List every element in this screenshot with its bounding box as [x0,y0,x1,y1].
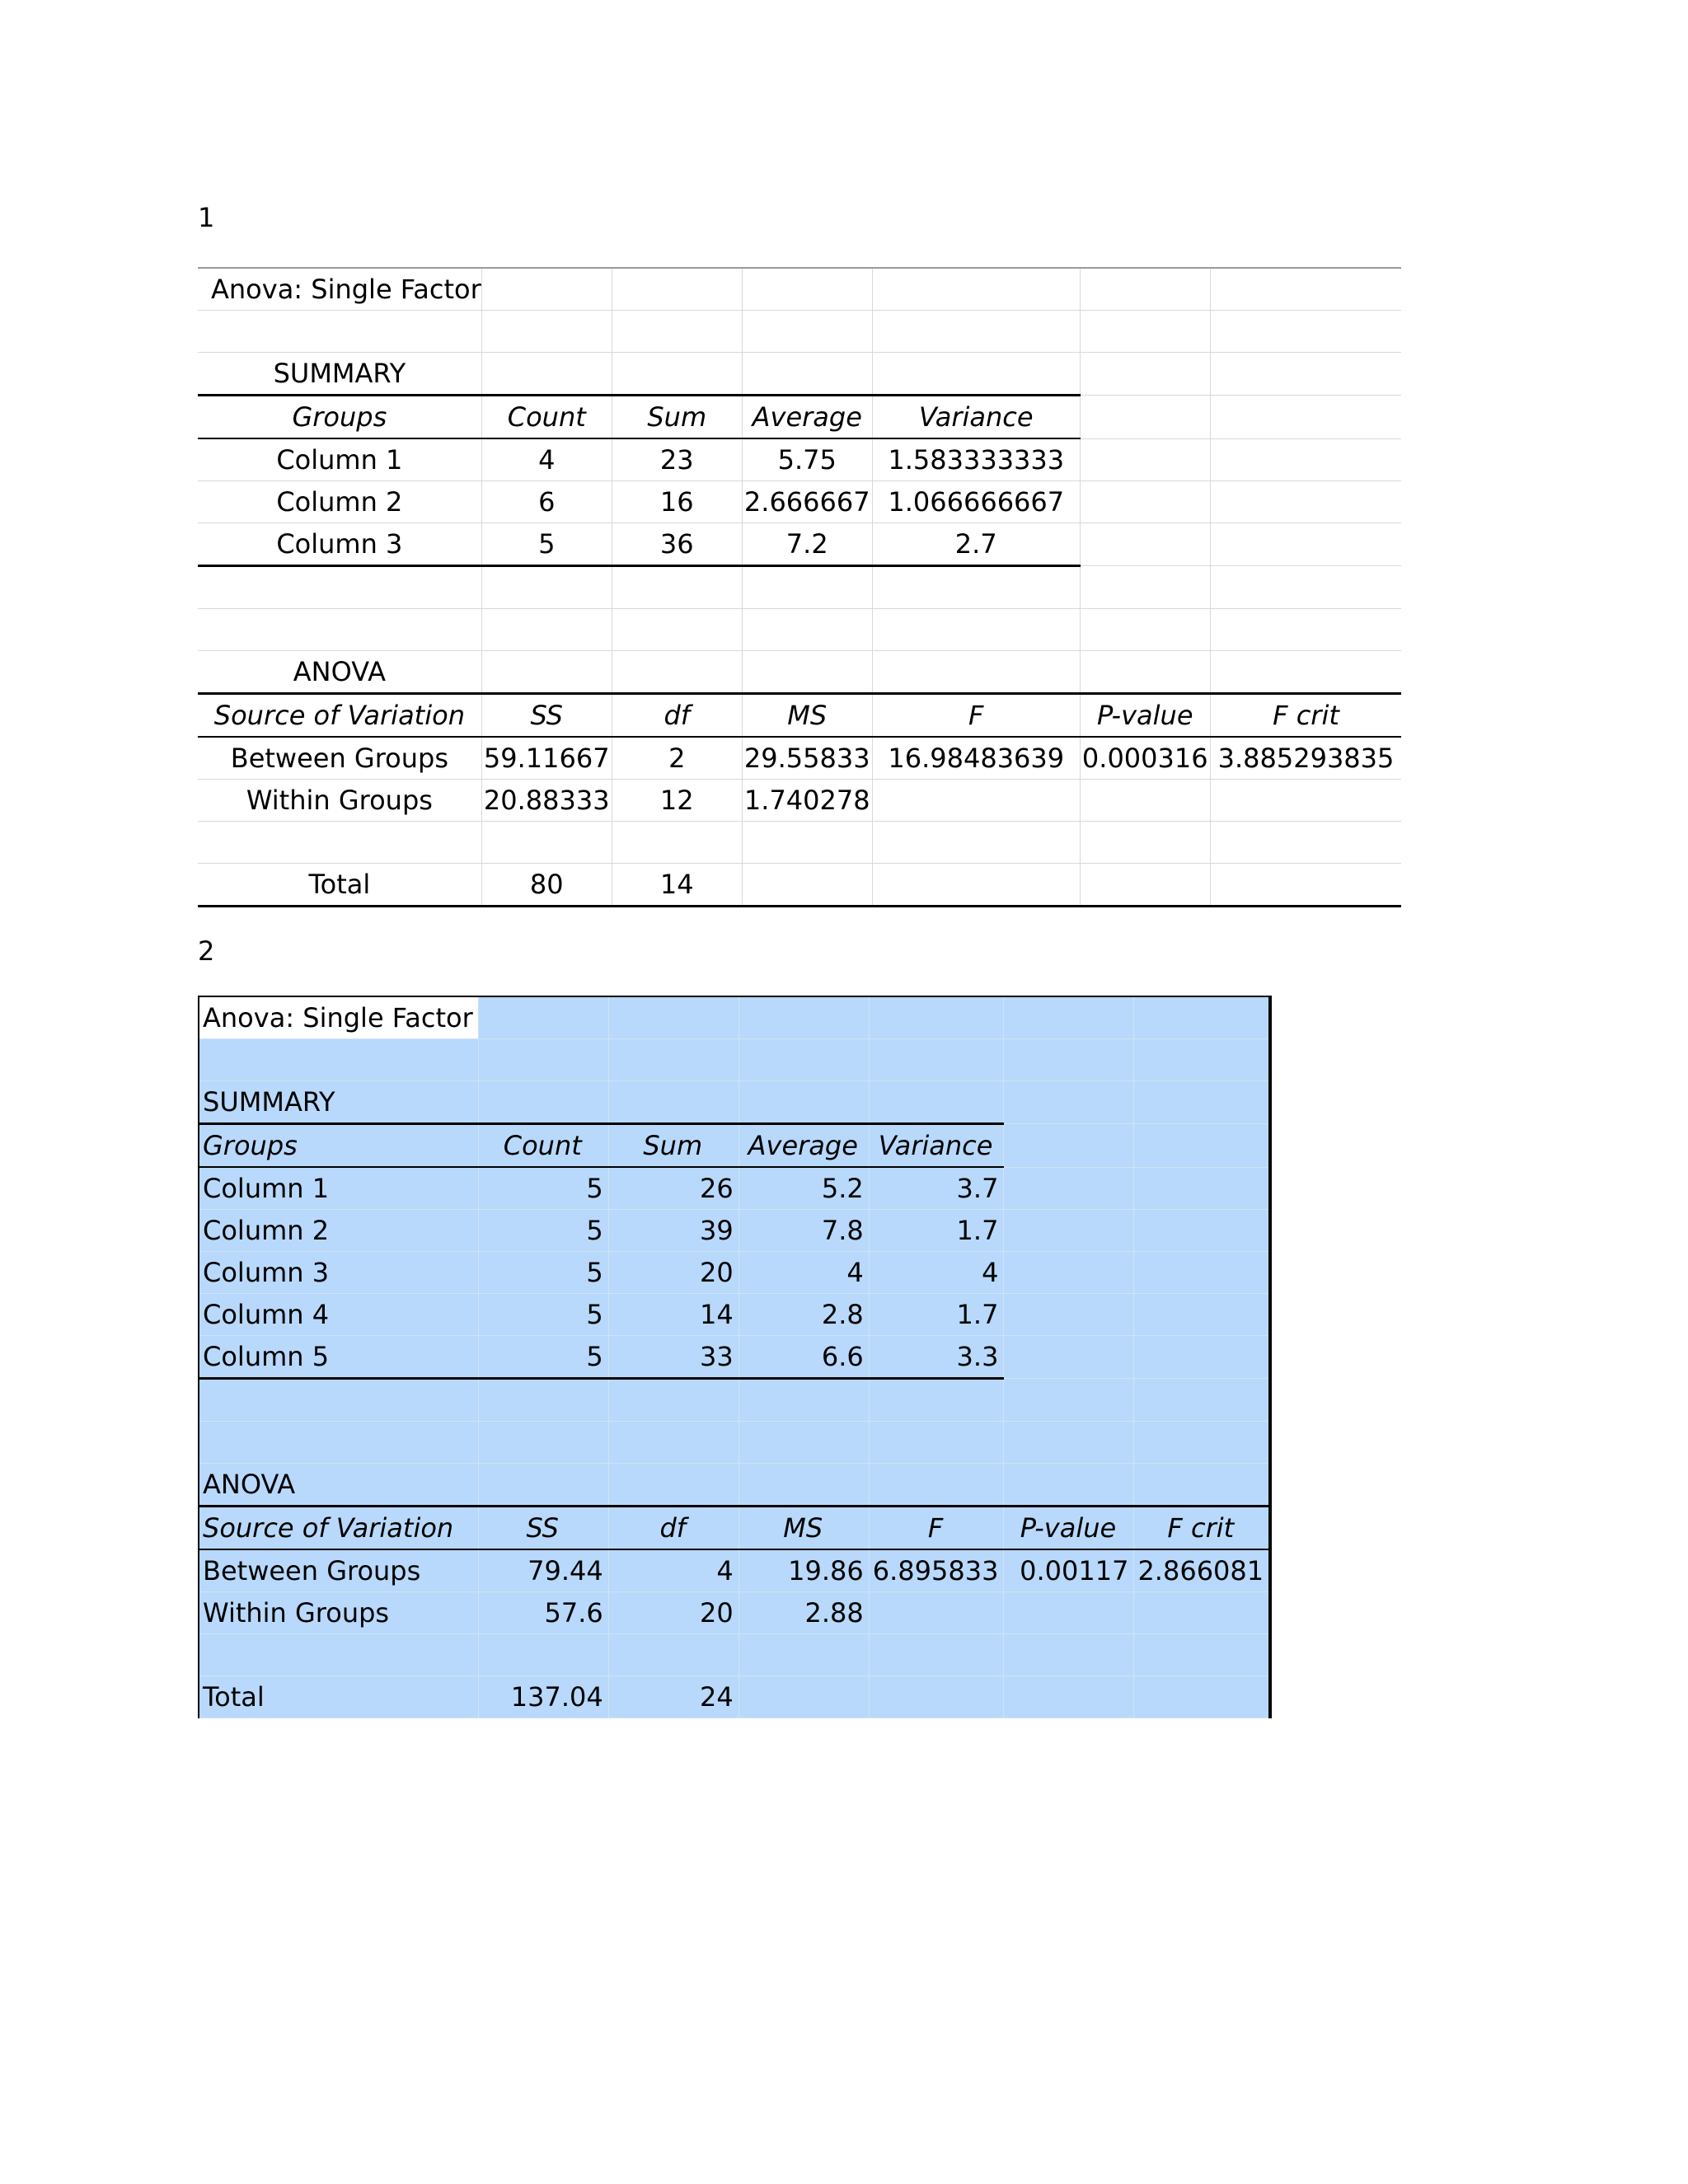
header-ms[interactable]: MS [742,694,872,738]
total-row: Total 80 14 [198,864,1401,907]
blank-row [198,822,1401,864]
title-row [199,996,1270,1039]
blank-row [198,311,1401,353]
anova-label-row [198,651,1401,694]
header-source[interactable]: Source of Variation [199,1507,478,1550]
summary-label[interactable]: SUMMARY [198,353,481,396]
header-count[interactable]: Count [478,1124,608,1168]
header-ss[interactable]: SS [481,694,612,738]
blank-row [199,1379,1270,1422]
header-count[interactable]: Count [481,396,612,439]
header-f-crit[interactable]: F crit [1210,694,1401,738]
anova-table-2-selected[interactable] [198,996,1272,1718]
anova-table-1 [198,267,1401,907]
header-variance[interactable]: Variance [872,396,1080,439]
table-row: Column 1 4 23 5.75 1.583333333 [198,438,1401,481]
header-f-crit[interactable]: F crit [1134,1507,1270,1550]
table-row: Column 4 5 14 2.8 1.7 [199,1294,1270,1336]
header-f[interactable]: F [872,694,1080,738]
blank-row [199,1039,1270,1081]
anova-label[interactable]: ANOVA [199,1464,478,1507]
table-title[interactable]: Anova: Single Factor [199,996,478,1039]
summary-header-row [199,1124,1270,1168]
table-row: Between Groups 59.11667 2 29.55833 16.98483639 0.000316 3.885293835 [198,737,1401,780]
header-groups[interactable]: Groups [199,1124,478,1168]
header-sum[interactable]: Sum [608,1124,738,1168]
table-row: Between Groups 79.44 4 19.86 6.895833 0.00117 2.866081 [199,1549,1270,1592]
header-variance[interactable]: Variance [869,1124,1004,1168]
blank-row [198,609,1401,651]
anova-label-row [199,1464,1270,1507]
total-row: Total 137.04 24 [199,1676,1270,1718]
header-p-value[interactable]: P-value [1080,694,1210,738]
table-row: Column 2 5 39 7.8 1.7 [199,1210,1270,1252]
title-row [198,268,1401,311]
anova-label[interactable]: ANOVA [198,651,481,694]
anova-header-row [198,694,1401,738]
header-ms[interactable]: MS [738,1507,869,1550]
section-number-2: 2 [198,935,215,967]
section-number-1: 1 [198,202,215,233]
summary-header-row [198,396,1401,439]
table-row: Column 3 5 36 7.2 2.7 [198,523,1401,566]
summary-label-row [198,353,1401,396]
header-source[interactable]: Source of Variation [198,694,481,738]
table-title[interactable]: Anova: Single Factor [198,268,481,311]
blank-row [199,1422,1270,1464]
blank-row [199,1634,1270,1676]
table-row: Column 1 5 26 5.2 3.7 [199,1167,1270,1210]
table-row: Column 2 6 16 2.666667 1.066666667 [198,481,1401,523]
header-df[interactable]: df [612,694,742,738]
header-ss[interactable]: SS [478,1507,608,1550]
table-row: Within Groups 20.88333 12 1.740278 [198,780,1401,822]
table-row: Column 3 5 20 4 4 [199,1252,1270,1294]
blank-row [198,566,1401,609]
anova-header-row [199,1507,1270,1550]
summary-label[interactable]: SUMMARY [199,1081,478,1124]
header-df[interactable]: df [608,1507,738,1550]
header-p-value[interactable]: P-value [1004,1507,1134,1550]
summary-label-row [199,1081,1270,1124]
header-f[interactable]: F [869,1507,1004,1550]
table-row: Column 5 5 33 6.6 3.3 [199,1336,1270,1379]
header-sum[interactable]: Sum [612,396,742,439]
header-groups[interactable]: Groups [198,396,481,439]
header-average[interactable]: Average [738,1124,869,1168]
header-average[interactable]: Average [742,396,872,439]
table-row: Within Groups 57.6 20 2.88 [199,1592,1270,1634]
